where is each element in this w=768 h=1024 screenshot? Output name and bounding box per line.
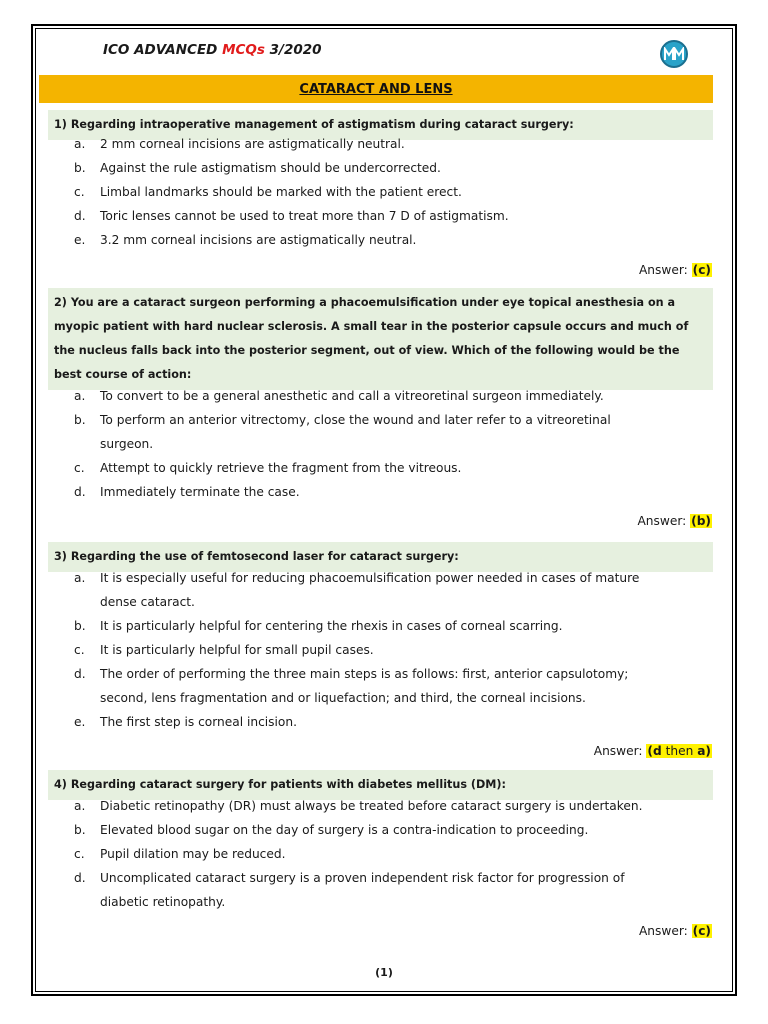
answer-label: Answer: (638, 924, 692, 938)
option-letter: b. (74, 619, 86, 633)
option-2d (74, 480, 714, 504)
answer-4 (639, 921, 712, 941)
option-letter: b. (74, 161, 86, 175)
option-3d (74, 662, 714, 710)
question-number: 4) (54, 778, 67, 791)
option-letter: c. (74, 847, 85, 861)
answer-value: (c) (692, 263, 711, 277)
option-text: Pupil dilation may be reduced. (100, 847, 286, 861)
option-text: It is especially useful for reducing phacoemulsification power needed in cases of mature (100, 571, 640, 585)
option-4c (74, 842, 714, 866)
option-letter: b. (74, 413, 86, 427)
question-number: 2) (54, 296, 67, 309)
document-header (103, 42, 322, 58)
option-text: 2 mm corneal incisions are astigmatically neutral. (100, 137, 405, 151)
option-2b (74, 408, 714, 456)
answer-second: a (697, 744, 706, 758)
answer-1 (639, 260, 712, 280)
option-letter: a. (74, 571, 86, 585)
option-text-continued: dense cataract. (100, 595, 195, 609)
option-letter: a. (74, 799, 86, 813)
answer-3 (594, 741, 712, 761)
answer-close: ) (705, 744, 711, 758)
question-text: Regarding cataract surgery for patients with diabetes mellitus (DM): (70, 778, 507, 791)
option-letter: d. (74, 485, 86, 499)
question-text: Regarding the use of femtosecond laser for cataract surgery: (70, 550, 459, 563)
option-2c (74, 456, 714, 480)
option-letter: a. (74, 137, 86, 151)
option-letter: d. (74, 209, 86, 223)
question-number: 1) (54, 118, 67, 131)
option-letter: b. (74, 823, 86, 837)
option-text: 3.2 mm corneal incisions are astigmatically neutral. (100, 233, 417, 247)
option-letter: c. (74, 185, 85, 199)
answer-then: then (661, 744, 698, 758)
option-text-continued: diabetic retinopathy. (100, 895, 226, 909)
option-letter: c. (74, 461, 85, 475)
option-text: Against the rule astigmatism should be undercorrected. (100, 161, 441, 175)
option-1b (74, 156, 714, 180)
option-letter: c. (74, 643, 85, 657)
option-text: Diabetic retinopathy (DR) must always be treated before cataract surgery is undertaken. (100, 799, 643, 813)
section-title: CATARACT AND LENS (299, 81, 453, 97)
option-text: Uncomplicated cataract surgery is a proven independent risk factor for progression of (100, 871, 625, 885)
option-1c (74, 180, 714, 204)
option-3c (74, 638, 714, 662)
answer-open: ( (647, 744, 653, 758)
page-number: (1) (375, 966, 393, 979)
option-text: It is particularly helpful for centering the rhexis in cases of corneal scarring. (100, 619, 563, 633)
header-title-prefix: ICO ADVANCED (103, 42, 223, 58)
option-text-continued: surgeon. (100, 437, 154, 451)
option-letter: d. (74, 667, 86, 681)
option-text: Immediately terminate the case. (100, 485, 300, 499)
answer-2 (637, 511, 712, 531)
option-letter: a. (74, 389, 86, 403)
section-banner (39, 75, 713, 103)
option-4b (74, 818, 714, 842)
answer-value: (c) (692, 924, 711, 938)
answer-first: d (652, 744, 662, 758)
option-letter: e. (74, 715, 86, 729)
option-4d (74, 866, 714, 914)
option-text: Toric lenses cannot be used to treat more than 7 D of astigmatism. (100, 209, 509, 223)
option-letter: d. (74, 871, 86, 885)
header-title-accent: MCQs (222, 42, 265, 58)
option-text: Limbal landmarks should be marked with the patient erect. (100, 185, 462, 199)
option-3e (74, 710, 714, 734)
option-letter: e. (74, 233, 86, 247)
option-text: To convert to be a general anesthetic and call a vitreoretinal surgeon immediately. (100, 389, 604, 403)
option-3a (74, 566, 714, 614)
option-3b (74, 614, 714, 638)
question-text: Regarding intraoperative management of astigmatism during cataract surgery: (70, 118, 574, 131)
option-1a (74, 132, 714, 156)
logo-mark (664, 47, 684, 61)
question-2-header (48, 288, 713, 390)
option-text: The first step is corneal incision. (100, 715, 297, 729)
answer-value: (b) (691, 514, 711, 528)
option-text: The order of performing the three main steps is as follows: first, anterior capsulotomy; (100, 667, 629, 681)
answer-label: Answer: (593, 744, 647, 758)
option-text: To perform an anterior vitrectomy, close the wound and later refer to a vitreoretinal (100, 413, 611, 427)
question-number: 3) (54, 550, 67, 563)
question-text: You are a cataract surgeon performing a phacoemulsification under eye topical anesthesia on a myopic patient with hard nuclear sclerosis. A small tear in the posterior capsule occurs and much of the nucleus falls back into the posterior segment, out of view. Which of the following would be the best course of action: (54, 296, 689, 381)
option-1e (74, 228, 714, 252)
option-text: Elevated blood sugar on the day of surgery is a contra-indication to proceeding. (100, 823, 589, 837)
option-text: Attempt to quickly retrieve the fragment from the vitreous. (100, 461, 462, 475)
answer-label: Answer: (638, 263, 692, 277)
header-title-suffix: 3/2020 (264, 42, 322, 58)
option-4a (74, 794, 714, 818)
option-1d (74, 204, 714, 228)
option-text: It is particularly helpful for small pupil cases. (100, 643, 374, 657)
option-2a (74, 384, 714, 408)
answer-value (646, 744, 712, 758)
logo-icon (660, 40, 688, 68)
option-text-continued: second, lens fragmentation and or liquefaction; and third, the corneal incisions. (100, 691, 586, 705)
answer-label: Answer: (637, 514, 691, 528)
